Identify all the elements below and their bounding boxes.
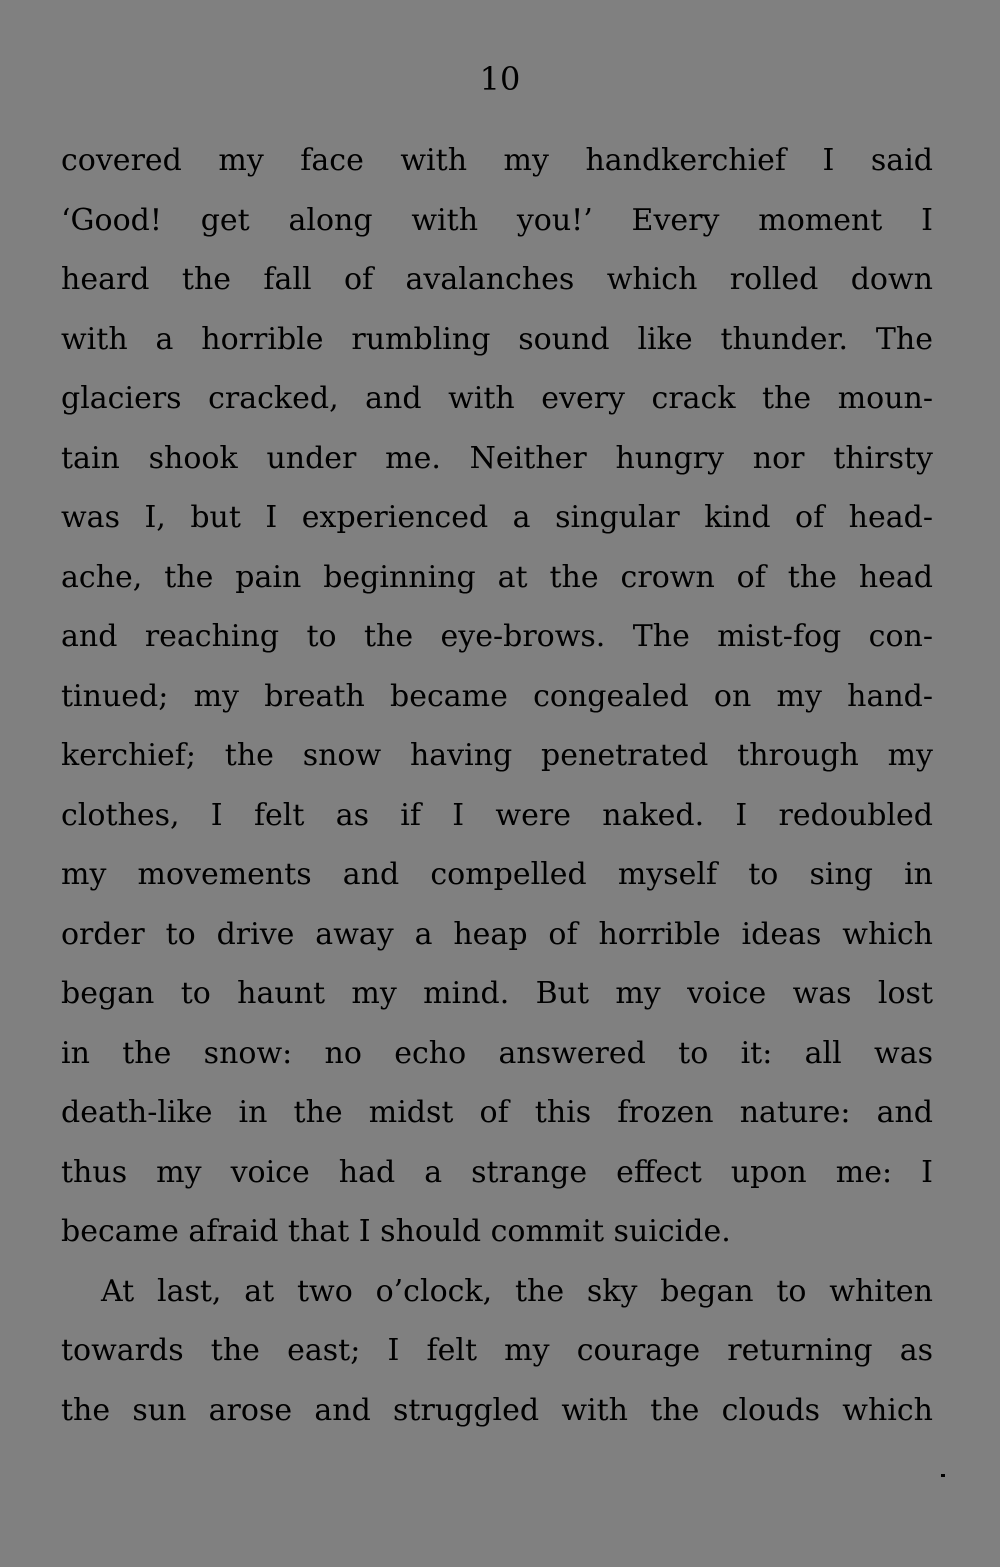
text-line: clothes, I felt as if I were naked. I redoubled: [61, 797, 933, 833]
ink-speck: [941, 1474, 945, 1477]
text-line: kerchief; the snow having penetrated through my: [61, 738, 933, 773]
text-line: the sun arose and struggled with the clouds which: [61, 1392, 933, 1428]
text-line: covered my face with my handkerchief I said: [61, 143, 933, 178]
text-line: thus my voice had a strange effect upon me: I: [61, 1154, 933, 1190]
text-line: heard the fall of avalanches which rolled down: [61, 262, 933, 297]
text-line: my movements and compelled myself to sing in: [61, 857, 933, 892]
text-line: tain shook under me. Neither hungry nor thirsty: [61, 440, 933, 476]
text-line: towards the east; I felt my courage returning as: [61, 1333, 933, 1368]
text-line: ache, the pain beginning at the crown of the head: [61, 559, 933, 595]
text-line: in the snow: no echo answered to it: all was: [61, 1035, 933, 1071]
text-line: and reaching to the eye-brows. The mist-fog con-: [61, 619, 933, 654]
paragraph-end-line: became afraid that I should commit suicide.: [61, 1214, 731, 1249]
paragraph-start-line: At last, at two o’clock, the sky began to whiten: [101, 1273, 933, 1309]
text-line: glaciers cracked, and with every crack the moun-: [61, 381, 933, 416]
text-line: order to drive away a heap of horrible ideas which: [61, 916, 933, 952]
body-text: [61, 131, 933, 1440]
text-line: death-like in the midst of this frozen nature: and: [61, 1095, 933, 1130]
page-number: 10: [479, 60, 521, 98]
text-line: tinued; my breath became congealed on my hand-: [61, 678, 933, 714]
text-line: was I, but I experienced a singular kind of head-: [61, 500, 933, 535]
text-line: ‘Good! get along with you!’ Every moment I: [61, 202, 933, 238]
text-line: with a horrible rumbling sound like thunder. The: [61, 321, 933, 357]
text-line: began to haunt my mind. But my voice was lost: [61, 976, 933, 1011]
